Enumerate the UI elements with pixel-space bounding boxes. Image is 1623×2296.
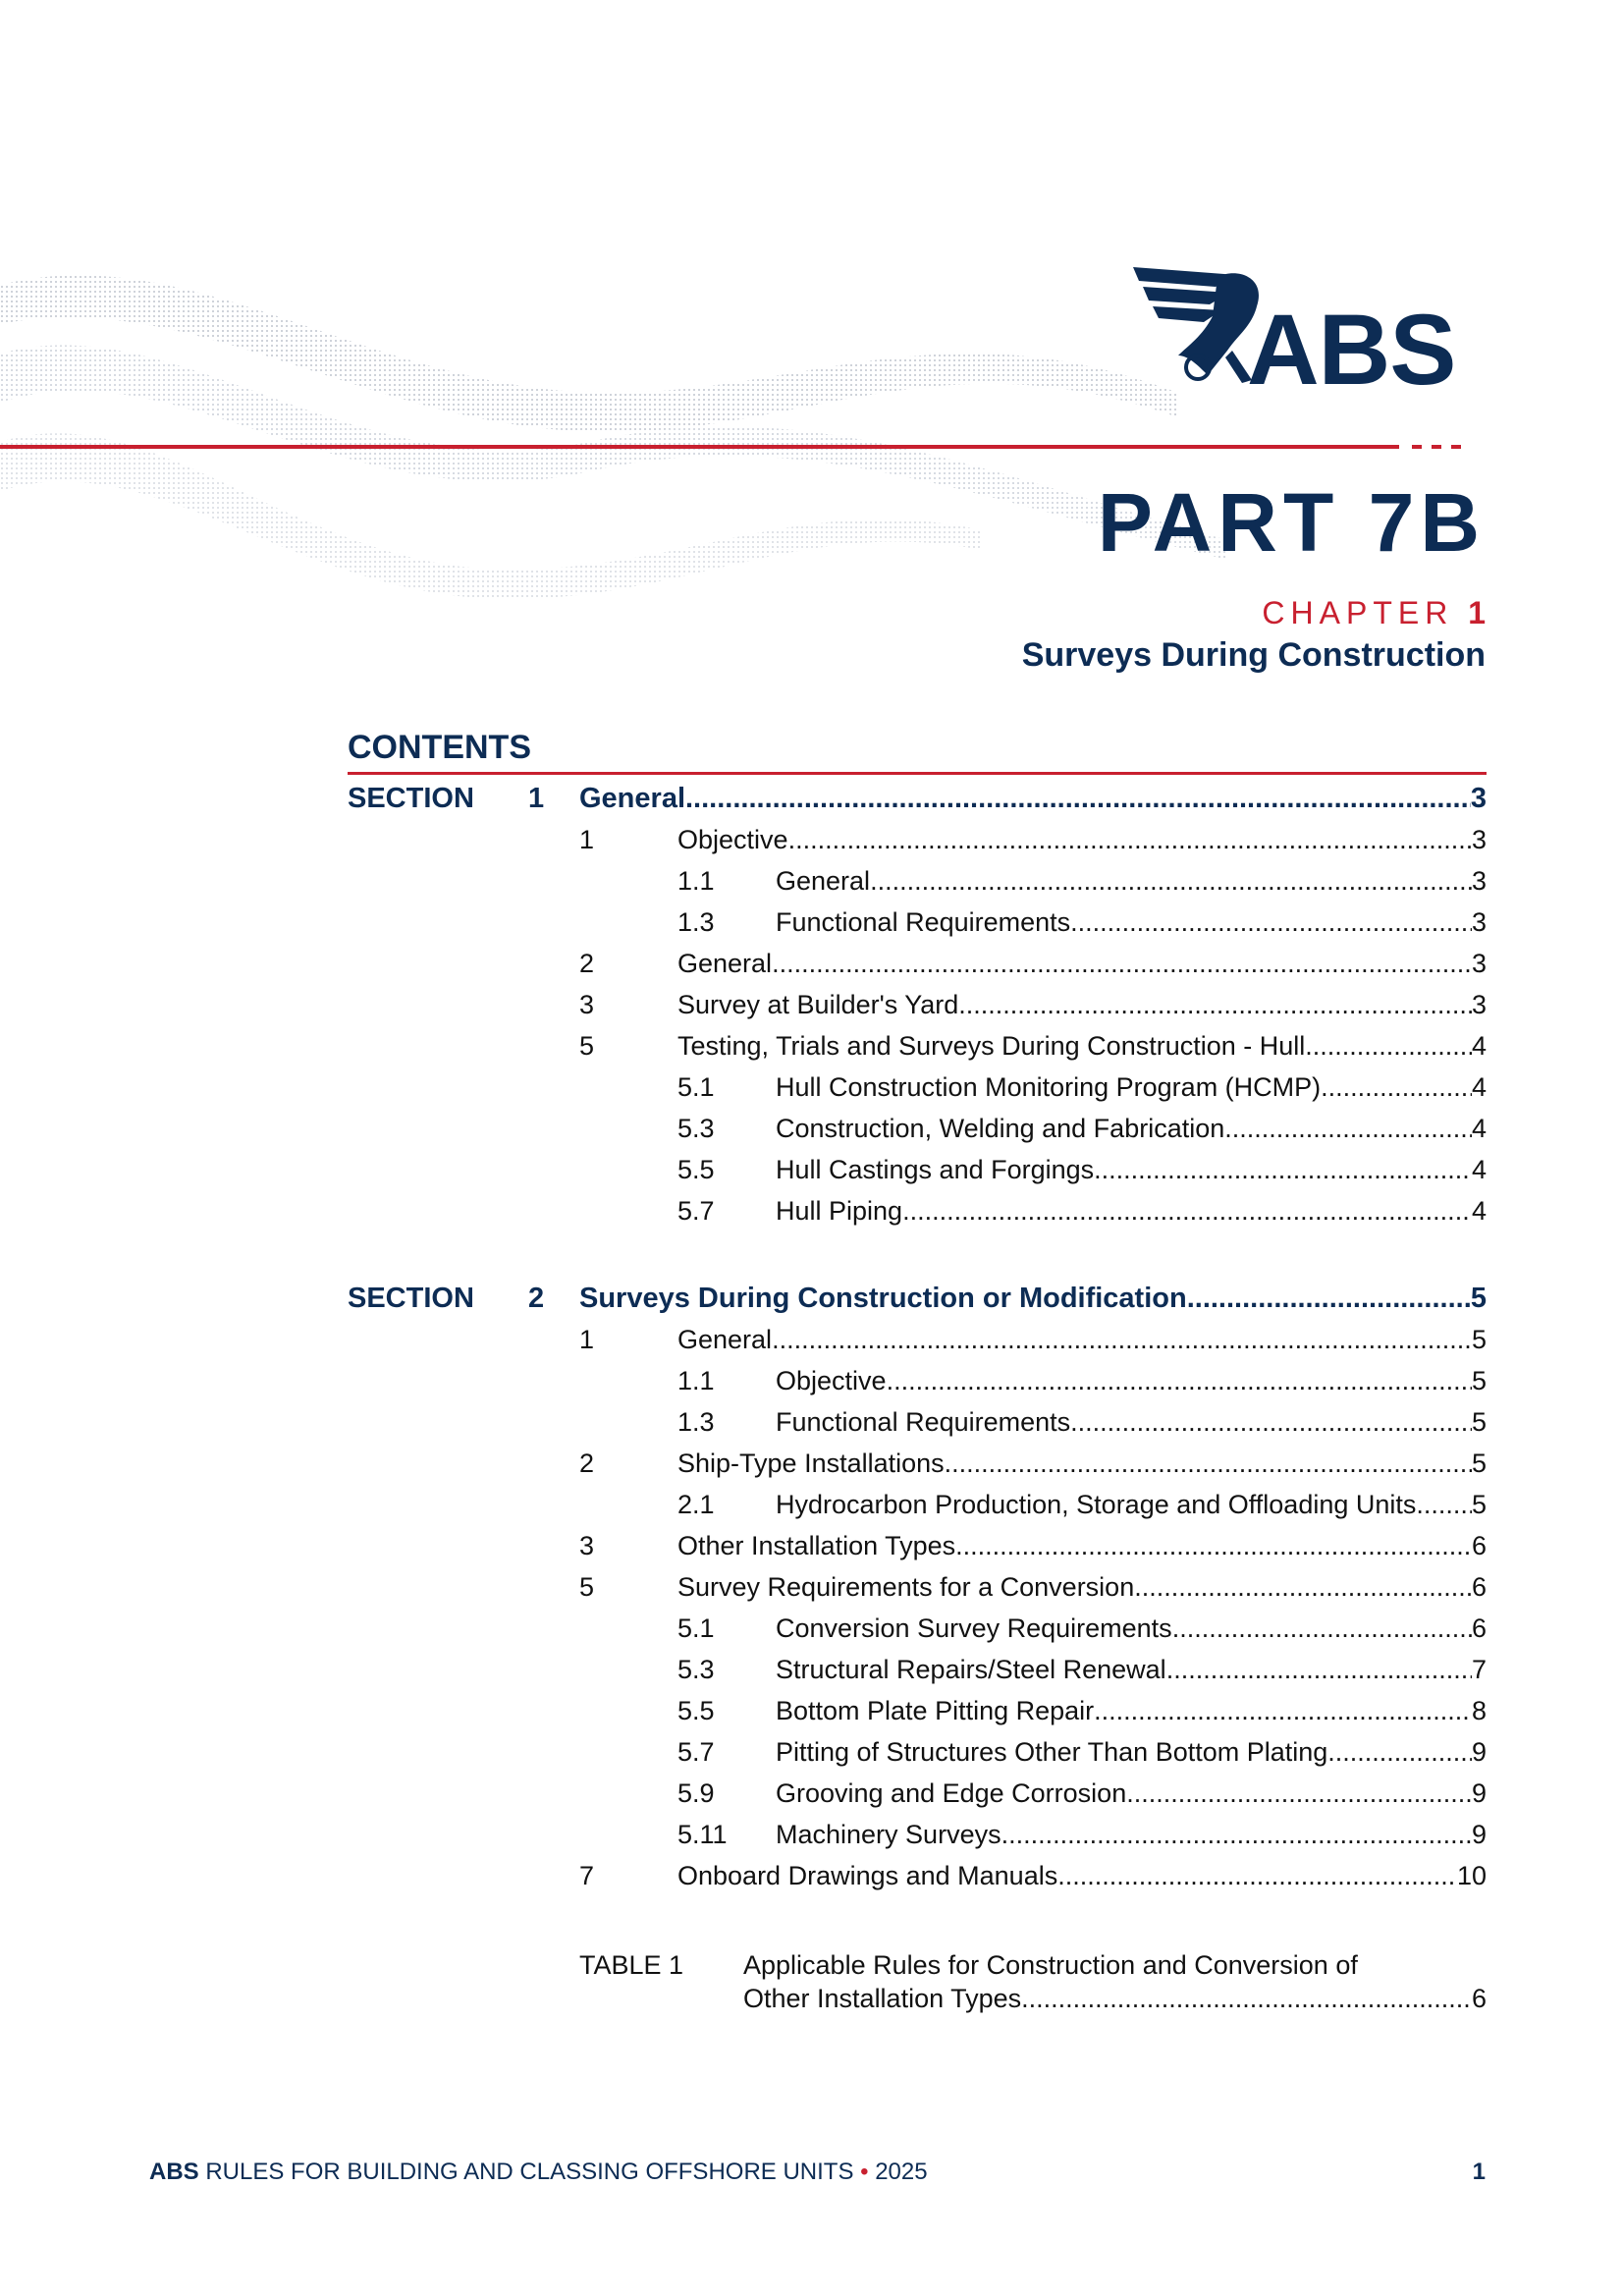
toc-item[interactable]: 5.11 Machinery Surveys ..... 9 bbox=[0, 1815, 1623, 1854]
toc-item[interactable]: 2.1 Hydrocarbon Production, Storage and Offloading Units ..... 5 bbox=[0, 1485, 1623, 1524]
toc-item[interactable]: 3 Other Installation Types ..... 6 bbox=[0, 1526, 1623, 1565]
toc-section-2[interactable]: SECTION 2 Surveys During Construction or Modification ..... 5 bbox=[0, 1279, 1623, 1318]
toc-item[interactable]: 1.1 General ..... 3 bbox=[0, 861, 1623, 901]
toc-item[interactable]: 1.1 Objective ..... 5 bbox=[0, 1361, 1623, 1400]
toc-entry-title: General bbox=[579, 783, 685, 814]
toc-item[interactable]: 1.3 Functional Requirements ..... 3 bbox=[0, 902, 1623, 942]
chapter-label: CHAPTER 1 bbox=[1262, 595, 1486, 630]
footer-title bbox=[149, 2160, 928, 2184]
part-title: PART 7B bbox=[1097, 476, 1486, 569]
contents-rule bbox=[348, 772, 1487, 775]
toc-item[interactable]: 5.3 Construction, Welding and Fabrication ..... 4 bbox=[0, 1109, 1623, 1148]
toc-page-number: 3 bbox=[1470, 783, 1487, 814]
header-red-rule bbox=[0, 445, 1399, 449]
table-title-line-2: Other Installation Types bbox=[743, 1984, 1022, 2013]
toc-item[interactable]: 3 Survey at Builder's Yard ..... 3 bbox=[0, 985, 1623, 1024]
chapter-number: 1 bbox=[1468, 595, 1486, 630]
toc-item[interactable]: 5.1 Conversion Survey Requirements ..... 6 bbox=[0, 1609, 1623, 1648]
page-number: 1 bbox=[1472, 2159, 1486, 2185]
footer-year: 2025 bbox=[875, 2159, 928, 2185]
footer-brand: ABS bbox=[149, 2159, 199, 2185]
toc-section-1[interactable]: SECTION 1 General ..... 3 bbox=[0, 779, 1623, 818]
toc-page-number: 5 bbox=[1470, 1283, 1487, 1314]
toc-item[interactable]: 5.9 Grooving and Edge Corrosion ..... 9 bbox=[0, 1774, 1623, 1813]
table-label: TABLE 1 bbox=[579, 1950, 684, 1980]
abs-logo-text: ABS bbox=[1247, 294, 1456, 406]
toc-item[interactable]: 1 General ..... 5 bbox=[0, 1320, 1623, 1359]
toc-page-number: 6 bbox=[1471, 1984, 1487, 2013]
toc-item[interactable]: 5.7 Hull Piping ..... 4 bbox=[0, 1191, 1623, 1230]
toc-item[interactable]: 5.7 Pitting of Structures Other Than Bottom Plating ..... 9 bbox=[0, 1732, 1623, 1772]
toc-item[interactable]: 5 Survey Requirements for a Conversion ..... 6 bbox=[0, 1567, 1623, 1607]
footer-bullet: • bbox=[860, 2159, 869, 2185]
toc-item[interactable]: 5.1 Hull Construction Monitoring Program (HCMP) ..... 4 bbox=[0, 1067, 1623, 1107]
toc-item[interactable]: 5.5 Hull Castings and Forgings ..... 4 bbox=[0, 1150, 1623, 1189]
toc-item[interactable]: 2 Ship-Type Installations ..... 5 bbox=[0, 1444, 1623, 1483]
toc-item[interactable]: 7 Onboard Drawings and Manuals ..... 10 bbox=[0, 1856, 1623, 1895]
contents-heading: CONTENTS bbox=[348, 729, 531, 766]
footer-text: RULES FOR BUILDING AND CLASSING OFFSHORE UNITS bbox=[205, 2159, 854, 2185]
toc-item[interactable]: 5 Testing, Trials and Surveys During Construction - Hull ..... 4 bbox=[0, 1026, 1623, 1066]
toc-item[interactable]: 5.5 Bottom Plate Pitting Repair ..... 8 bbox=[0, 1691, 1623, 1730]
chapter-title: Surveys During Construction bbox=[1021, 636, 1486, 674]
toc-item[interactable]: 1 Objective ..... 3 bbox=[0, 820, 1623, 859]
toc-item[interactable]: 1.3 Functional Requirements ..... 5 bbox=[0, 1402, 1623, 1442]
toc-item[interactable]: 5.3 Structural Repairs/Steel Renewal ..... 7 bbox=[0, 1650, 1623, 1689]
table-title-line-1: Applicable Rules for Construction and Conversion of bbox=[743, 1950, 1358, 1980]
toc-entry-title: Surveys During Construction or Modification bbox=[579, 1283, 1187, 1314]
toc-item[interactable]: 2 General ..... 3 bbox=[0, 944, 1623, 983]
